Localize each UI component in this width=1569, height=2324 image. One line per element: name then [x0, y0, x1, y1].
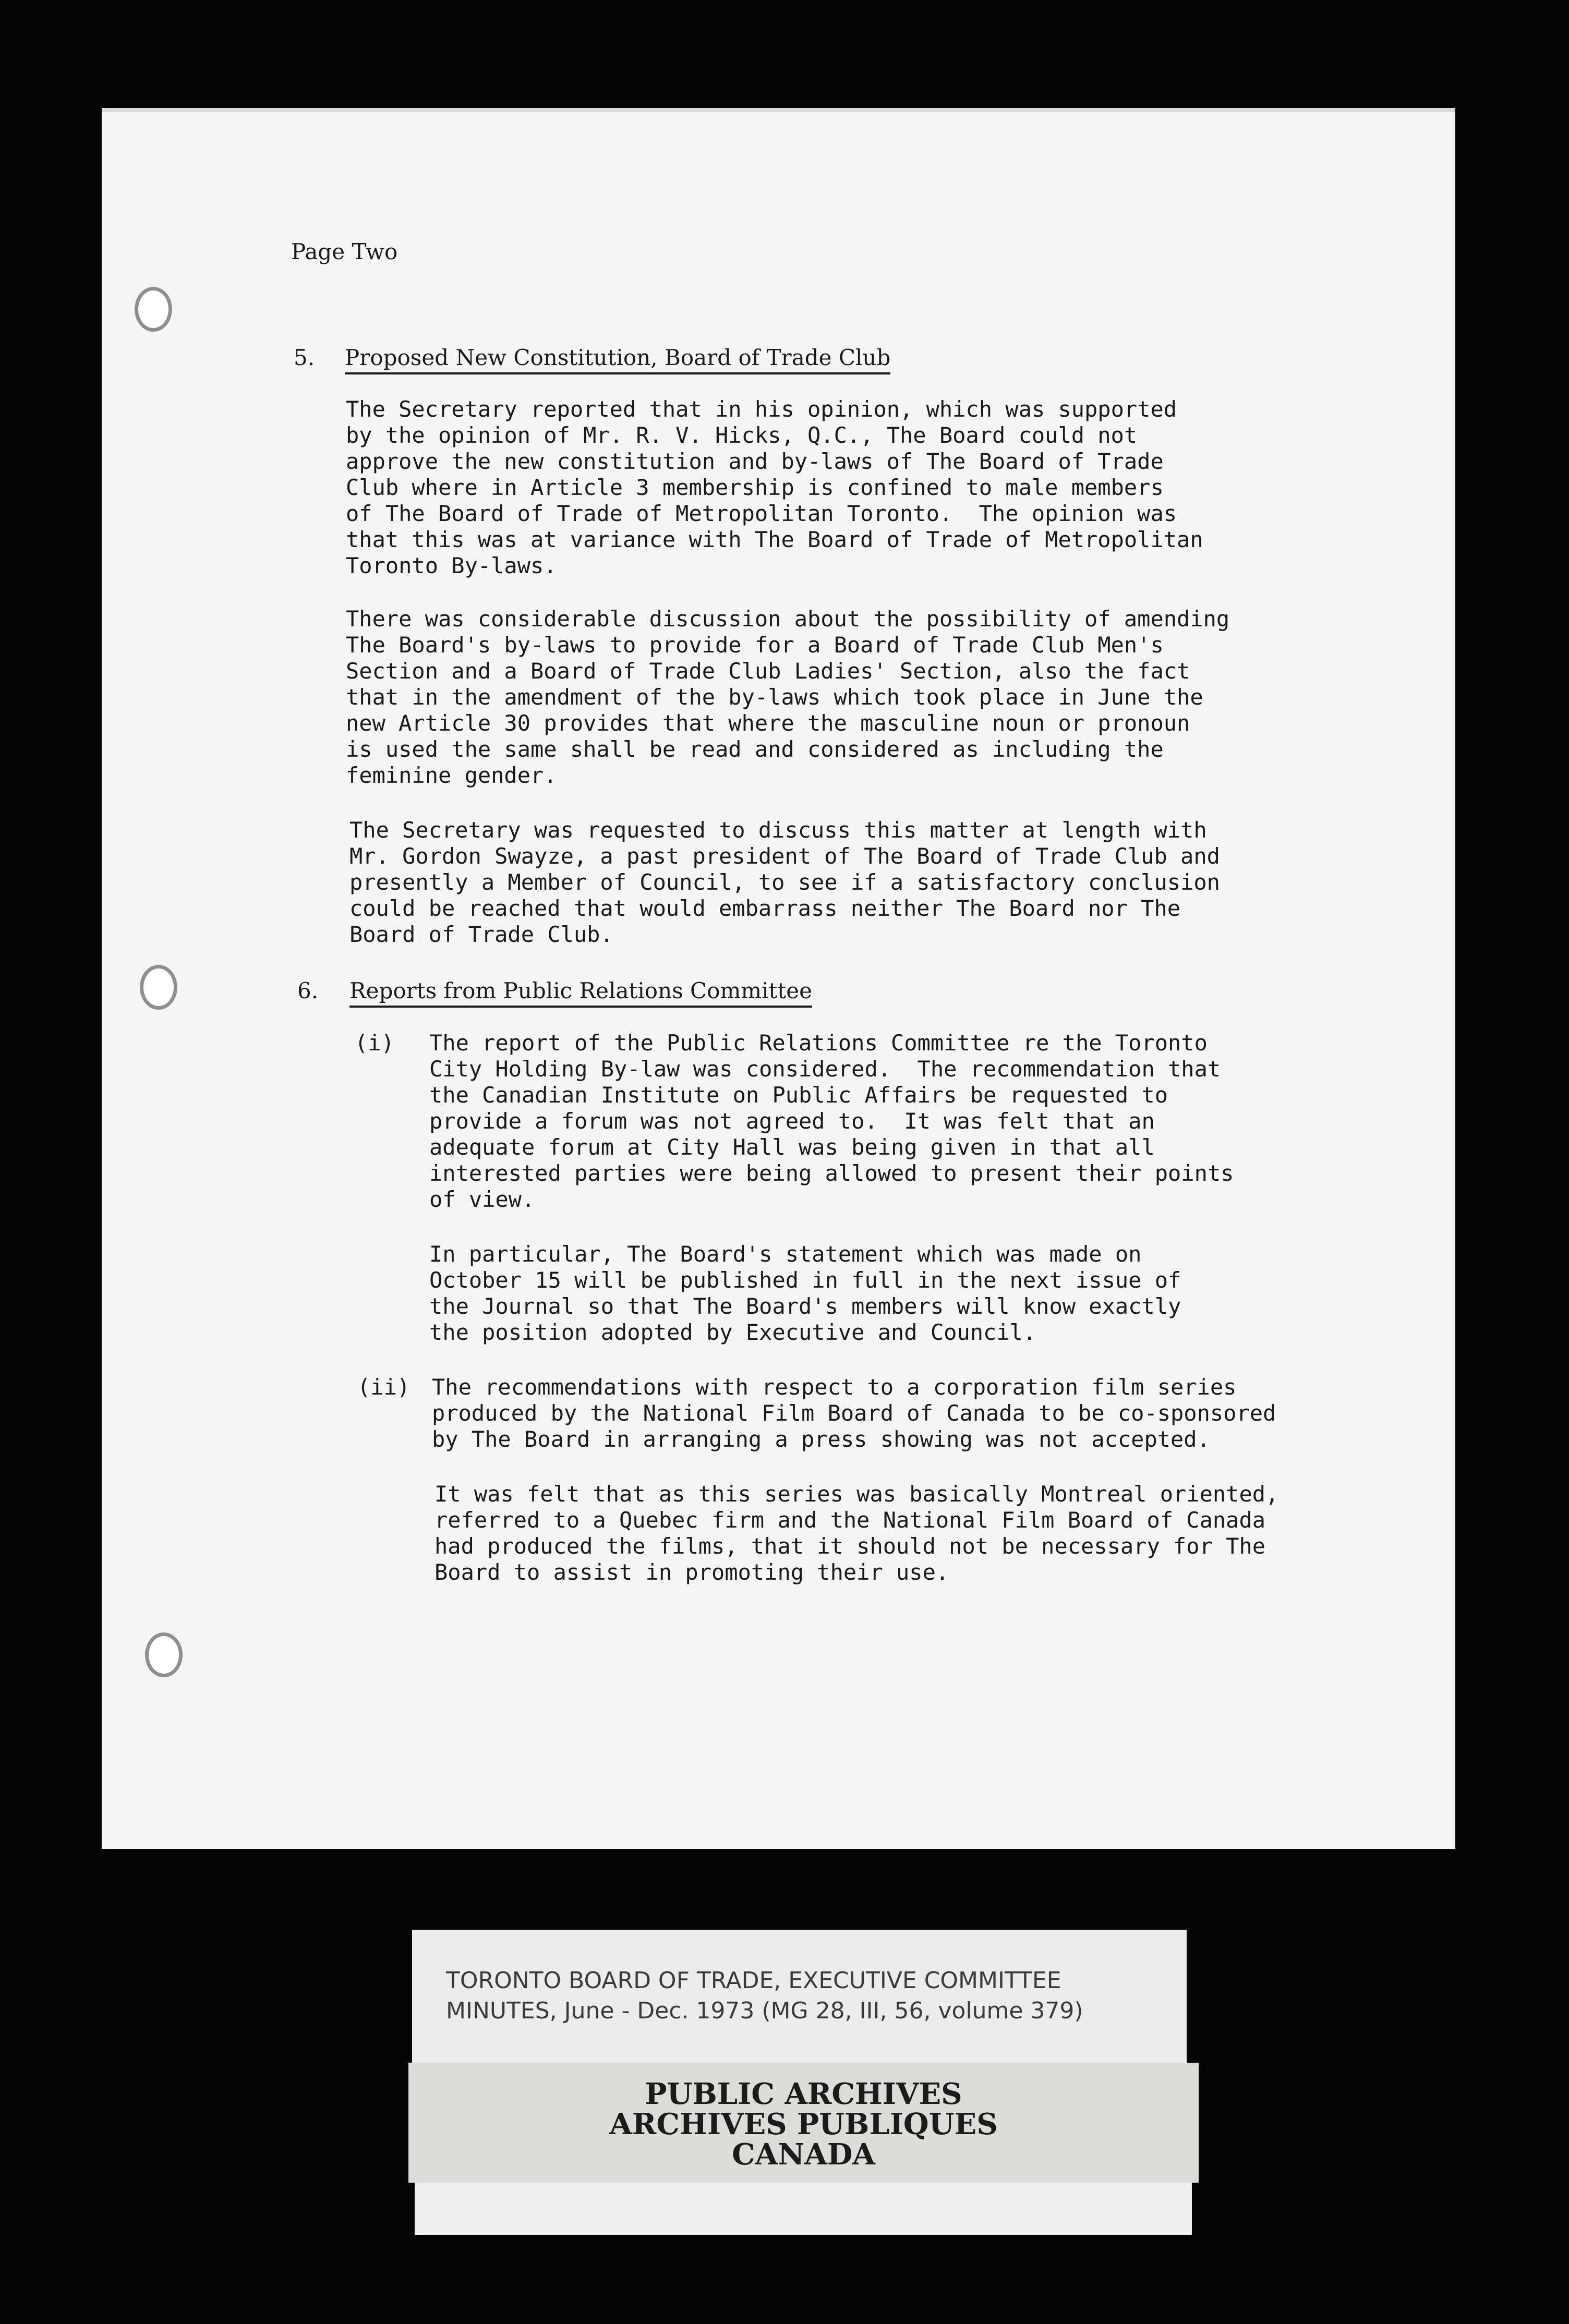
item-ii-para-1-line: produced by the National Film Board of Canada to be co-sponsored: [432, 1400, 1276, 1426]
document-page: [102, 112, 1455, 1849]
item-ii-para-2-line: had produced the films, that it should not be necessary for The: [435, 1533, 1266, 1559]
item-i-para-1-line: The report of the Public Relations Committee re the Toronto: [429, 1030, 1208, 1056]
punch-hole-top: [135, 287, 172, 332]
item-i-para-1-line: City Holding By-law was considered. The recommendation that: [429, 1056, 1221, 1082]
item-ii-para-1-line: by The Board in arranging a press showing was not accepted.: [432, 1426, 1210, 1452]
section-5-para-3-line: Board of Trade Club.: [349, 922, 613, 947]
section-6-title: Reports from Public Relations Committee: [349, 978, 812, 1008]
section-5-para-2-line: is used the same shall be read and considered as including the: [346, 736, 1164, 762]
collection-label: [412, 1930, 1187, 2068]
item-i-para-1-line: of view.: [429, 1187, 535, 1212]
item-i-marker: (i): [355, 1030, 394, 1056]
item-ii-para-2-line: It was felt that as this series was basically Montreal oriented,: [435, 1481, 1279, 1507]
section-5-para-3-line: presently a Member of Council, to see if a satisfactory conclusion: [349, 869, 1220, 895]
item-ii-marker: (ii): [357, 1374, 411, 1400]
section-5-title: Proposed New Constitution, Board of Trade Club: [345, 345, 890, 374]
section-5-para-1-line: The Secretary reported that in his opinion, which was supported: [346, 396, 1177, 422]
archives-stamp-line-3: CANADA: [732, 2137, 875, 2172]
page-header: Page Two: [291, 239, 398, 264]
section-5-para-3-line: The Secretary was requested to discuss this matter at length with: [349, 817, 1207, 843]
section-5-para-2-line: Section and a Board of Trade Club Ladies' Section, also the fact: [346, 658, 1190, 684]
collection-label-line-2: MINUTES, June - Dec. 1973 (MG 28, III, 56, volume 379): [446, 1998, 1083, 2024]
section-5-para-2-line: feminine gender.: [346, 762, 557, 788]
section-5-number: 5.: [294, 345, 315, 370]
section-5-para-1-line: Club where in Article 3 membership is confined to male members: [346, 475, 1164, 500]
item-i-para-2-line: the Journal so that The Board's members will know exactly: [429, 1293, 1181, 1319]
section-5-para-2-line: The Board's by-laws to provide for a Board of Trade Club Men's: [346, 632, 1164, 658]
section-5-para-2-line: There was considerable discussion about the possibility of amending: [346, 606, 1230, 632]
label-strip: [415, 2183, 1192, 2235]
item-i-para-2-line: October 15 will be published in full in the next issue of: [429, 1267, 1181, 1293]
section-5-para-1-line: by the opinion of Mr. R. V. Hicks, Q.C., The Board could not: [346, 422, 1138, 448]
section-5-para-1-line: of The Board of Trade of Metropolitan Toronto. The opinion was: [346, 501, 1177, 526]
section-5-para-3-line: Mr. Gordon Swayze, a past president of The Board of Trade Club and: [349, 843, 1220, 869]
item-i-para-1-line: the Canadian Institute on Public Affairs be requested to: [429, 1082, 1168, 1108]
archives-stamp: [408, 2063, 1199, 2183]
section-5-para-3-line: could be reached that would embarrass neither The Board nor The: [349, 895, 1181, 921]
section-5-para-1-line: that this was at variance with The Board of Trade of Metropolitan: [346, 527, 1203, 552]
section-5-para-2-line: that in the amendment of the by-laws which took place in June the: [346, 684, 1203, 710]
punch-hole-bottom: [145, 1632, 183, 1677]
item-ii-para-2-line: referred to a Quebec firm and the National Film Board of Canada: [435, 1507, 1266, 1533]
item-i-para-2-line: In particular, The Board's statement which was made on: [429, 1241, 1142, 1267]
section-5-para-1-line: approve the new constitution and by-laws of The Board of Trade: [346, 449, 1164, 474]
item-i-para-1-line: interested parties were being allowed to present their points: [429, 1160, 1234, 1186]
item-i-para-1-line: adequate forum at City Hall was being given in that all: [429, 1134, 1155, 1160]
item-ii-para-1-line: The recommendations with respect to a corporation film series: [432, 1374, 1237, 1400]
item-i-para-2-line: the position adopted by Executive and Council.: [429, 1320, 1036, 1345]
item-ii-para-2-line: Board to assist in promoting their use.: [435, 1559, 949, 1585]
section-5-para-2-line: new Article 30 provides that where the masculine noun or pronoun: [346, 710, 1190, 736]
section-6-number: 6.: [297, 978, 319, 1003]
section-5-para-1-line: Toronto By-laws.: [346, 553, 557, 578]
item-i-para-1-line: provide a forum was not agreed to. It was felt that an: [429, 1108, 1155, 1134]
collection-label-line-1: TORONTO BOARD OF TRADE, EXECUTIVE COMMITTEE: [446, 1967, 1061, 1994]
archives-stamp-line-1: PUBLIC ARCHIVES: [645, 2077, 962, 2111]
punch-hole-middle: [140, 965, 177, 1010]
archives-stamp-line-2: ARCHIVES PUBLIQUES: [609, 2107, 998, 2141]
